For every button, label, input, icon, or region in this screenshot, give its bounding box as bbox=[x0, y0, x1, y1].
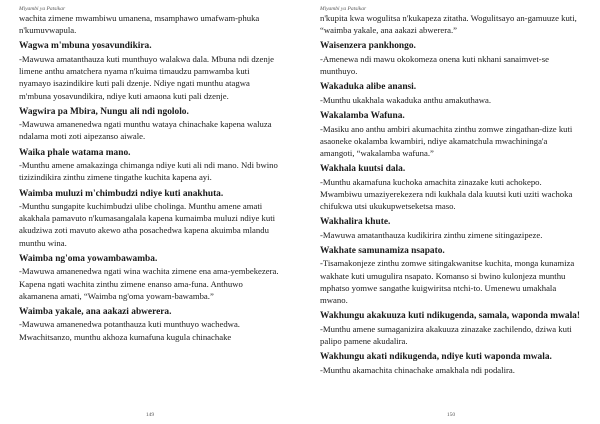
entry-list bbox=[320, 40, 582, 375]
proverb-title: Waimba yakale, ana aakazi abwerera. bbox=[19, 306, 172, 317]
proverb-explanation: -Munthu sungapite kuchimbudzi ulibe cholinga. Munthu amene amati akakhala pamavuto n'kumasangalala kapena kumaimba muluzi ndiye kuti akudziwa zoti mavuto akewo atha posachedwa kapena akuimba mlandu munthu wina. bbox=[19, 201, 276, 248]
entry-list bbox=[19, 40, 281, 342]
continuation-text: n'kupita kwa wogulitsa n'kukapeza zitatha. Wogulitsayo an-gamuuze kuti, “waimba yakale, ana aakazi abwerera.” bbox=[320, 13, 577, 36]
page-number: 150 bbox=[446, 412, 456, 418]
proverb-explanation: -Mawuwa amanenedwa ngati wina wachita zimene ena ama-yembekezera. Kapena ngati wachita zinthu zimene enanso ama-funa. Anthuwo akamanena amati, “Waimba ng'oma yowam-bawamba.” bbox=[19, 266, 279, 301]
proverb-title: Wagwa m'mbuna yosavundikira. bbox=[19, 41, 152, 52]
proverb-title: Wagwira pa Mbira, Nungu ali ndi ngololo. bbox=[19, 106, 189, 117]
proverb-title: Waika phale watama mano. bbox=[19, 147, 131, 158]
proverb-title: Wakaduka alibe anansi. bbox=[320, 82, 417, 93]
proverb-explanation: -Munthu amene sumaganizira akakuuza zinazake zachilendo, dziwa kuti palipo pamene akudalira. bbox=[320, 323, 572, 346]
proverb-title: Wakhungu akati ndikugenda, ndiye kuti waponda mwala. bbox=[320, 352, 552, 363]
proverb-explanation: -Munthu akamachita chinachake amakhala ndi podalira. bbox=[320, 364, 515, 375]
proverb-title: Waimba muluzi m'chimbudzi ndiye kuti anakhuta. bbox=[19, 188, 224, 199]
proverb-explanation: -Munthu akamafuna kuchoka amachita zinazake kuti achokepo. Mwambiwu umaziyerekezera ndi kukhala dala kuutsi kuti uziti wachoka chifukwa utsi ukukupwetseketsa maso. bbox=[320, 176, 573, 212]
running-head: Miyambi ya Patsikar bbox=[19, 6, 66, 12]
proverb-title: Wakhungu akakuuza kuti ndikugenda, samala, waponda mwala! bbox=[320, 311, 580, 322]
proverb-title: Wakalamba Wafuna. bbox=[320, 111, 405, 122]
proverb-explanation: -Mawuwa amanenedwa ngati munthu wataya chinachake kapena waluza ndalama moti zoti aipezanso aiwale. bbox=[19, 119, 272, 142]
proverb-explanation: -Mawuwa amanenedwa potanthauza kuti munthuyo wachedwa. Mwachitsanzo, munthu akhoza kumafuna kugula chinachake bbox=[19, 319, 240, 342]
proverb-explanation: -Masiku ano anthu ambiri akumachita zinthu zomwe zingathan-dize kuti asaoneke okalamba kwambiri, ndiye akamatchula mwachininga'a amangoti, “wakalamba wafuna.” bbox=[320, 123, 573, 158]
proverb-explanation: -Mawuwa amatanthauza kudikirira zinthu zimene sitingazipeze. bbox=[320, 229, 543, 240]
proverb-explanation: -Mawuwa amatanthauza kuti munthuyo walakwa dala. Mbuna ndi dzenje limene anthu amatchera nyama n'kuima timaudzu pamwamba kuti nyamayo isazindikire kuti pali dzenje. Ndiye ngati munthu atagwa m'mbuna yosavundikira, ndiye kuti amaona kuti pali dzenje. bbox=[19, 53, 274, 101]
proverb-title: Wakhate samunamiza nsapato. bbox=[320, 245, 445, 256]
proverb-title: Waisenzera pankhongo. bbox=[320, 41, 416, 52]
proverb-explanation: -Tisamakonjeze zinthu zomwe sitingakwanitse kuchita, monga kunamiza wakhate kuti umugulira nsapato. Komanso si bwino kulonjeza munthu mphatso yomwe sangathe kuigwiritsa ntchi-to. Umenewu umakhala mwano. bbox=[320, 258, 575, 306]
page-body bbox=[19, 12, 281, 343]
page-number: 149 bbox=[145, 412, 155, 418]
proverb-title: Wakhalira khute. bbox=[320, 217, 391, 228]
proverb-explanation: -Amenewa ndi mawu okokomeza onena kuti nkhani sanaimvet-se munthuyo. bbox=[320, 53, 549, 77]
running-head: Miyambi ya Patsikar bbox=[320, 6, 367, 12]
continuation-text: wachita zimene mwambiwu umanena, msamphawo umafwam-phuka n'kumuvwapula. bbox=[19, 13, 260, 36]
left-page bbox=[19, 0, 281, 424]
proverb-title: Wakhala kuutsi dala. bbox=[320, 164, 406, 175]
proverb-explanation: -Munthu ukakhala wakaduka anthu amakuthawa. bbox=[320, 94, 492, 105]
proverb-explanation: -Munthu amene amakazinga chimanga ndiye kuti ali ndi mano. Ndi bwino tizizindikira zinthu zimene tingathe kuchita kapena ayi. bbox=[19, 160, 278, 183]
right-page bbox=[320, 0, 582, 424]
proverb-title: Waimba ng'oma yowambawamba. bbox=[19, 253, 158, 264]
page-body bbox=[320, 12, 582, 376]
